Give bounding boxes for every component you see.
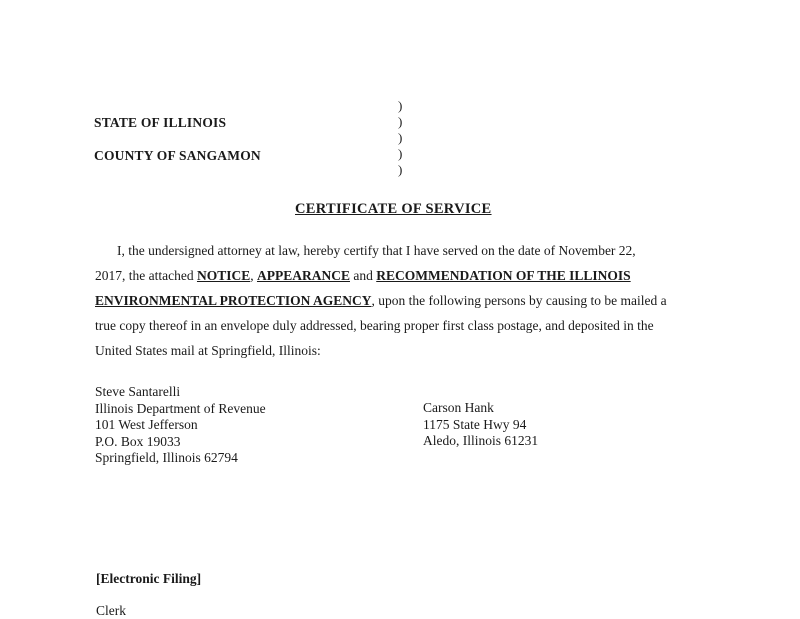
address-line: 1175 State Hwy 94 bbox=[423, 416, 527, 432]
recommendation-document-name-cont: ENVIRONMENTAL PROTECTION AGENCY bbox=[95, 293, 372, 308]
body-line-4: true copy thereof in an envelope duly addressed, bearing proper first class postage, and deposited in the bbox=[95, 318, 654, 333]
recommendation-document-name: RECOMMENDATION OF THE ILLINOIS bbox=[376, 268, 631, 283]
caption-county: COUNTY OF SANGAMON bbox=[94, 148, 261, 163]
caption-state: STATE OF ILLINOIS bbox=[94, 115, 227, 130]
caption-paren-column bbox=[398, 98, 402, 178]
address-line: Illinois Department of Revenue bbox=[95, 400, 266, 416]
clerk-text: Clerk bbox=[96, 603, 126, 618]
body-line-3 bbox=[95, 293, 667, 309]
recipient-address-left bbox=[95, 384, 266, 467]
body-text: , bbox=[250, 268, 257, 283]
caption-paren: ) bbox=[398, 146, 403, 161]
caption-paren: ) bbox=[398, 162, 403, 177]
address-line: Springfield, Illinois 62794 bbox=[95, 450, 238, 465]
certificate-title: CERTIFICATE OF SERVICE bbox=[295, 201, 492, 217]
caption-paren: ) bbox=[398, 98, 403, 113]
body-text: and bbox=[349, 268, 377, 283]
caption-paren: ) bbox=[398, 114, 403, 129]
address-line: Carson Hank bbox=[423, 400, 494, 415]
recipient-address-right bbox=[423, 400, 538, 450]
body-line-1: I, the undersigned attorney at law, hereby certify that I have served on the date of November 22, bbox=[117, 243, 636, 258]
caption-paren: ) bbox=[398, 130, 403, 145]
body-line-2 bbox=[95, 268, 631, 284]
address-line: Steve Santarelli bbox=[95, 384, 181, 399]
address-line: P.O. Box 19033 bbox=[95, 433, 181, 449]
appearance-document-name: APPEARANCE bbox=[256, 268, 350, 283]
electronic-filing-label: [Electronic Filing] bbox=[96, 571, 202, 586]
notice-document-name: NOTICE bbox=[196, 268, 251, 283]
address-line: Aledo, Illinois 61231 bbox=[423, 433, 539, 448]
body-text: , upon the following persons by causing to be mailed a bbox=[371, 293, 667, 308]
body-line-5: United States mail at Springfield, Illinois: bbox=[95, 343, 321, 358]
body-text: 2017, the attached bbox=[95, 268, 197, 283]
address-line: 101 West Jefferson bbox=[95, 417, 198, 432]
